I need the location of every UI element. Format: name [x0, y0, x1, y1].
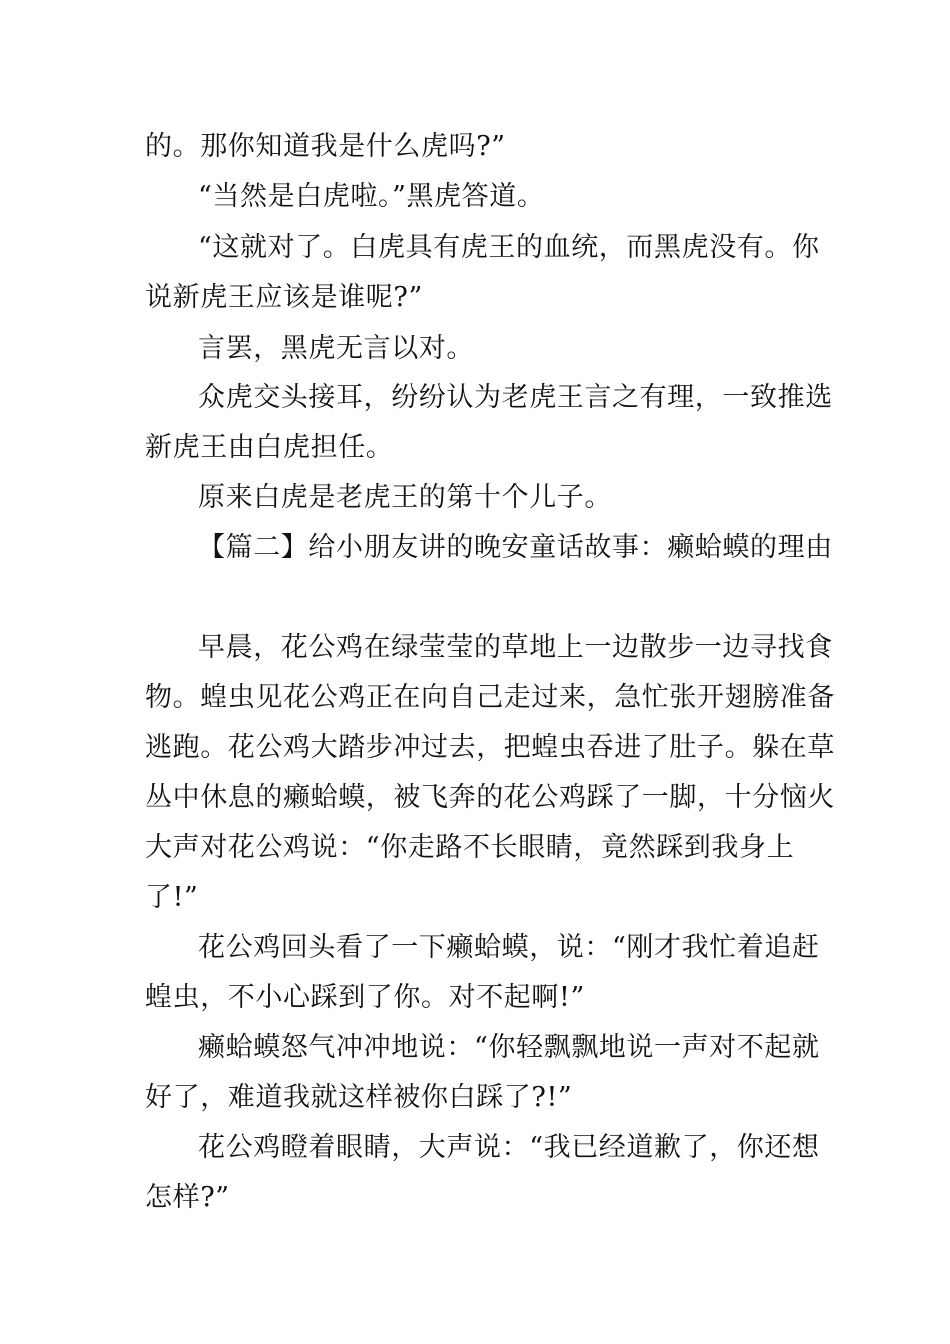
text-line: “这就对了。白虎具有虎王的血统，而黑虎没有。你: [198, 232, 820, 263]
text-line: 好了，难道我就这样被你白踩了?!”: [145, 1082, 573, 1113]
section-heading: 【篇二】给小朋友讲的晚安童话故事：癞蛤蟆的理由: [198, 532, 833, 563]
text-line: 癞蛤蟆怒气冲冲地说：“你轻飘飘地说一声对不起就: [198, 1032, 820, 1063]
text-line: 新虎王由白虎担任。: [145, 432, 394, 463]
text-line: 的。那你知道我是什么虎吗?”: [145, 131, 506, 162]
text-line: 众虎交头接耳，纷纷认为老虎王言之有理，一致推选: [198, 382, 833, 413]
text-line: 花公鸡回头看了一下癞蛤蟆，说：“刚才我忙着追赶: [198, 932, 820, 963]
text-line: 早晨，花公鸡在绿莹莹的草地上一边散步一边寻找食: [198, 632, 833, 663]
text-line: 大声对花公鸡说：“你走路不长眼睛，竟然踩到我身上: [145, 832, 795, 863]
text-line: 言罢，黑虎无言以对。: [198, 333, 474, 364]
text-line: 原来白虎是老虎王的第十个儿子。: [198, 482, 612, 513]
text-line: 逃跑。花公鸡大踏步冲过去，把蝗虫吞进了肚子。躲在草: [145, 732, 835, 763]
text-line: 了!”: [145, 882, 199, 913]
text-line: 蝗虫，不小心踩到了你。对不起啊!”: [145, 982, 585, 1013]
text-line: “当然是白虎啦。”黑虎答道。: [198, 181, 545, 212]
text-line: 怎样?”: [145, 1182, 230, 1213]
text-line: 花公鸡瞪着眼睛，大声说：“我已经道歉了，你还想: [198, 1132, 820, 1163]
text-line: 丛中休息的癞蛤蟆，被飞奔的花公鸡踩了一脚，十分恼火: [145, 782, 835, 813]
text-line: 说新虎王应该是谁呢?”: [145, 282, 423, 313]
text-line: 物。蝗虫见花公鸡正在向自己走过来，急忙张开翅膀准备: [145, 682, 835, 713]
